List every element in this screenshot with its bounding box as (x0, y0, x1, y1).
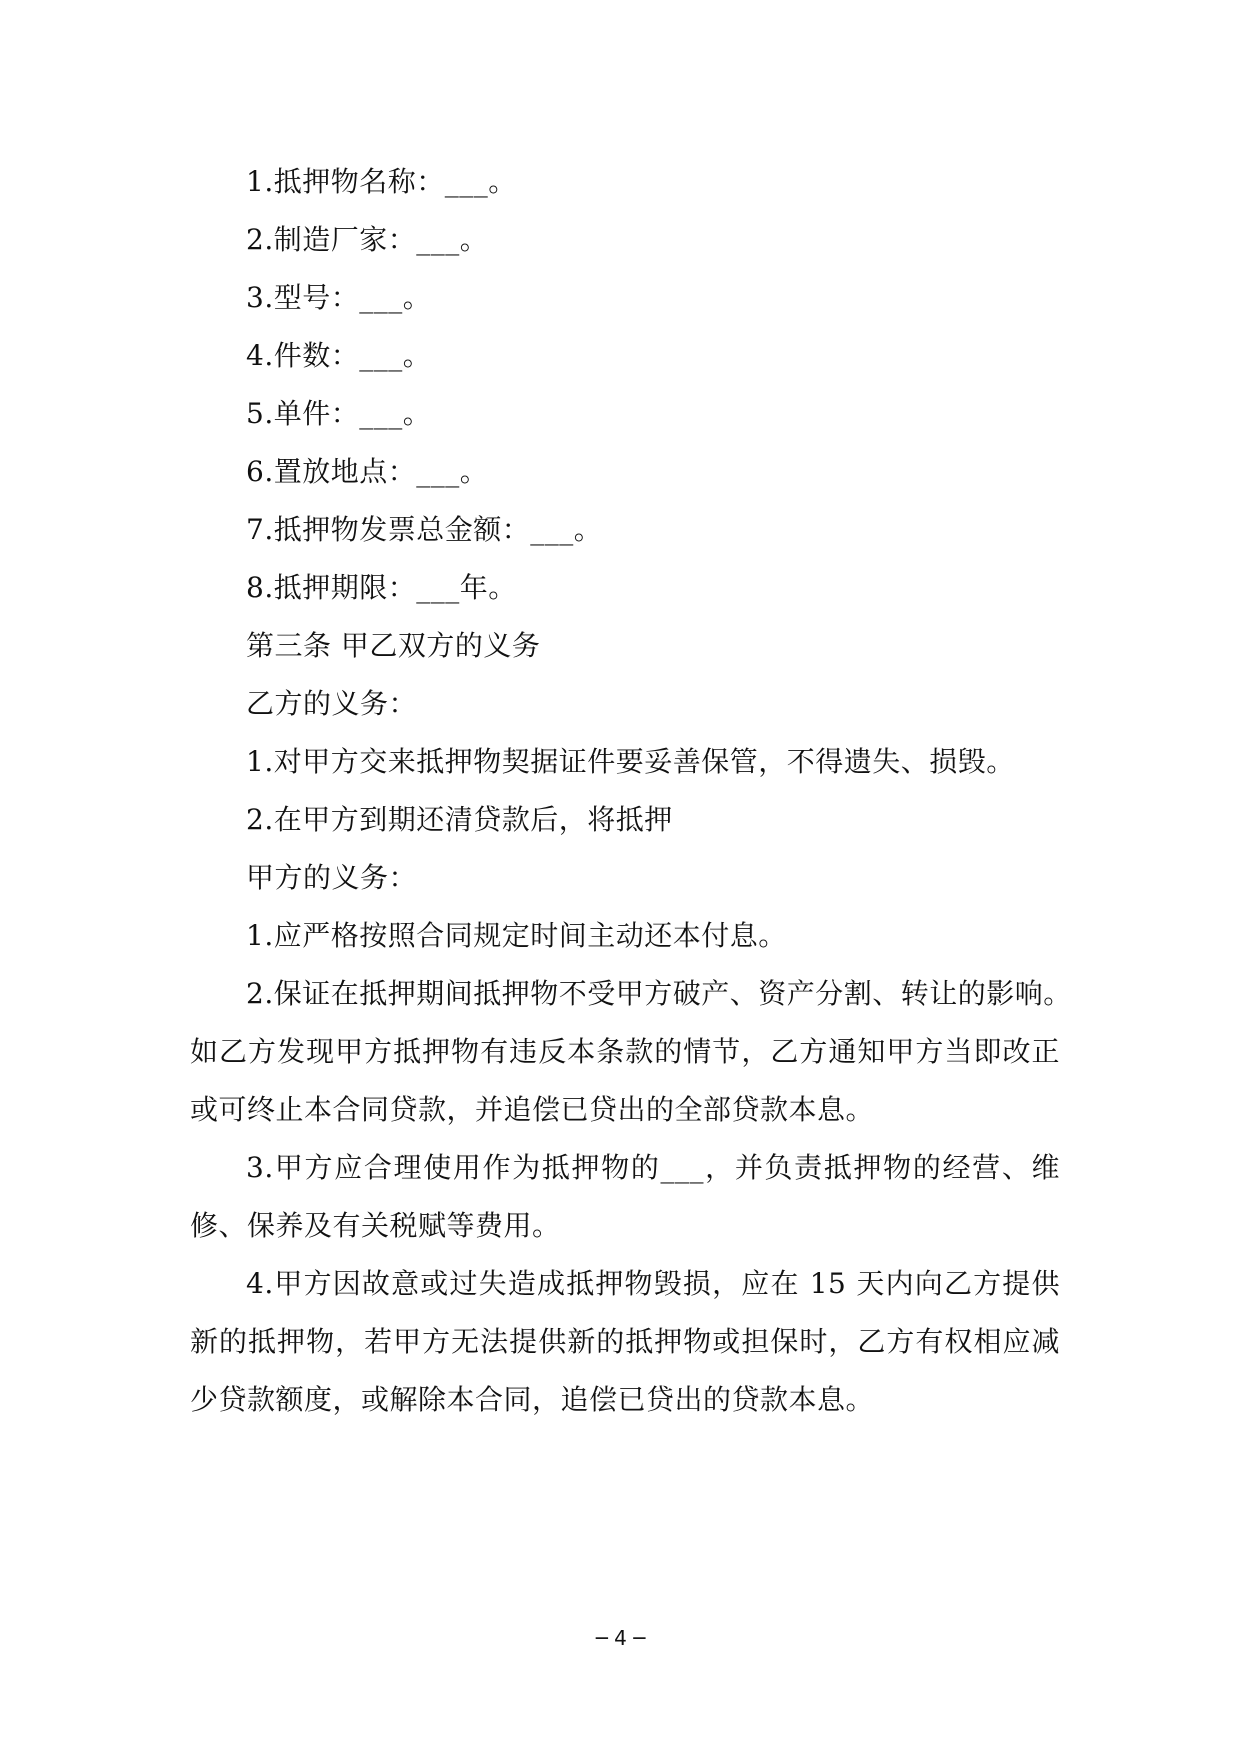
item-unit: 5.单件：___。 (246, 397, 432, 430)
item-quantity: 4.件数：___。 (246, 339, 432, 372)
party-a-obligation-2-line-1: 2.保证在抵押期间抵押物不受甲方破产、资产分割、转让的影响。 (246, 977, 1072, 1010)
party-a-obligation-1: 1.应严格按照合同规定时间主动还本付息。 (246, 919, 787, 952)
section-heading-article-3: 第三条 甲乙双方的义务 (246, 629, 541, 662)
party-a-obligation-4-line-1: 4.甲方因故意或过失造成抵押物毁损，应在 15 天内向乙方提供 (246, 1267, 1060, 1300)
item-collateral-name: 1.抵押物名称：___。 (246, 165, 517, 198)
party-a-obligation-2-line-3: 或可终止本合同贷款，并追偿已贷出的全部贷款本息。 (190, 1093, 875, 1126)
party-b-obligation-1: 1.对甲方交来抵押物契据证件要妥善保管，不得遗失、损毁。 (246, 745, 1015, 778)
party-a-obligations-heading: 甲方的义务： (246, 861, 418, 894)
party-b-obligation-2: 2.在甲方到期还清贷款后，将抵押 (246, 803, 673, 836)
item-invoice-amount: 7.抵押物发票总金额：___。 (246, 513, 603, 546)
party-a-obligation-2-line-2: 如乙方发现甲方抵押物有违反本条款的情节，乙方通知甲方当即改正 (190, 1035, 1060, 1068)
party-a-obligation-3-line-1: 3.甲方应合理使用作为抵押物的___，并负责抵押物的经营、维 (246, 1151, 1060, 1184)
party-a-obligation-3-line-2: 修、保养及有关税赋等费用。 (190, 1209, 561, 1242)
item-model: 3.型号：___。 (246, 281, 432, 314)
party-a-obligation-4-line-2: 新的抵押物，若甲方无法提供新的抵押物或担保时，乙方有权相应减 (190, 1325, 1060, 1358)
party-a-obligation-4-line-3: 少贷款额度，或解除本合同，追偿已贷出的贷款本息。 (190, 1383, 875, 1416)
item-mortgage-term: 8.抵押期限：___年。 (246, 571, 517, 604)
item-manufacturer: 2.制造厂家：___。 (246, 223, 489, 256)
party-b-obligations-heading: 乙方的义务： (246, 687, 418, 720)
item-location: 6.置放地点：___。 (246, 455, 489, 488)
page-number: ─ 4 ─ (595, 1626, 646, 1650)
